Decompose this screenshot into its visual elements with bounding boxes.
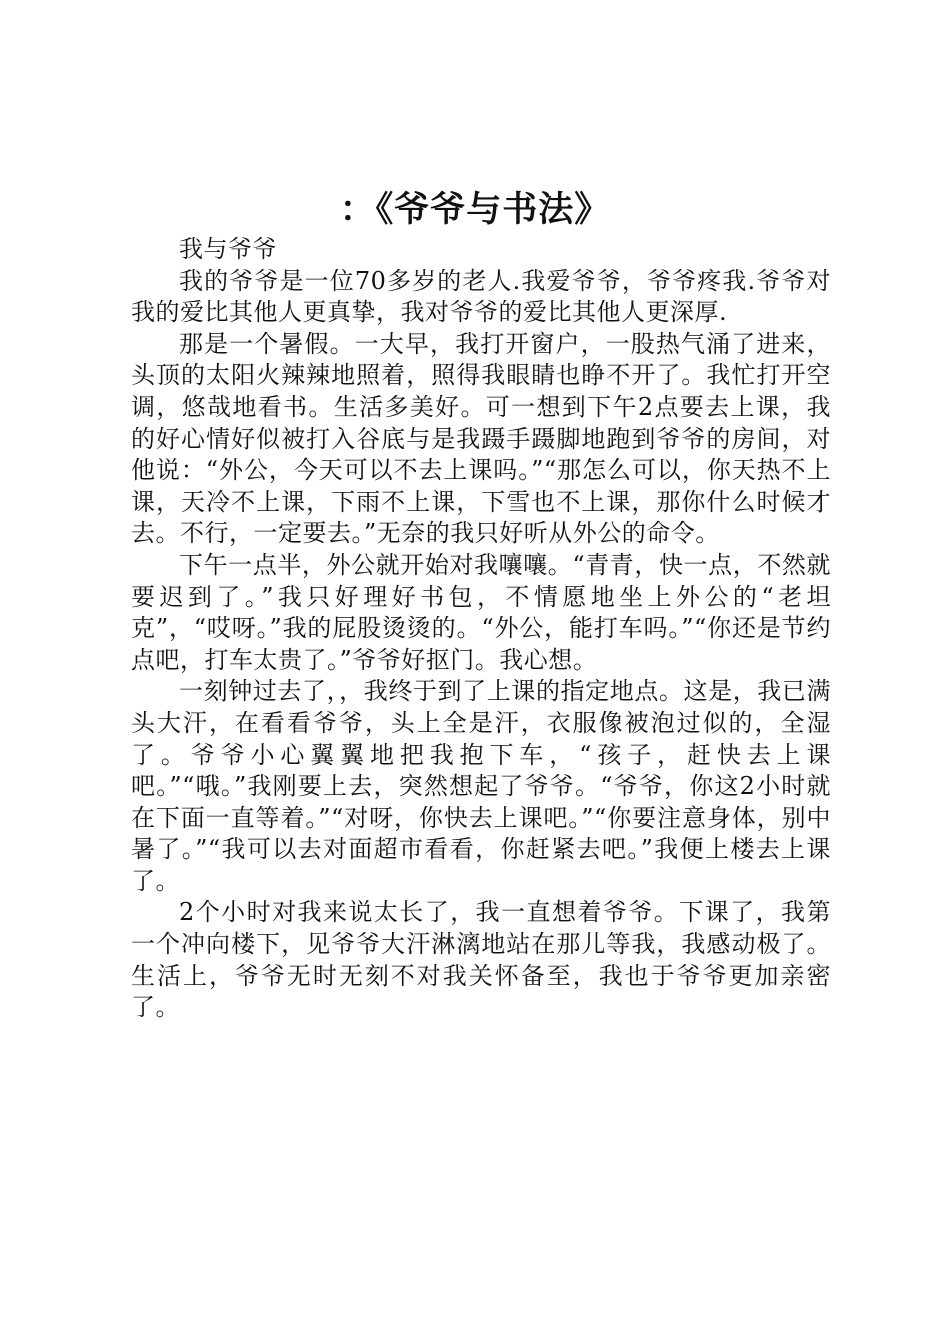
paragraph: 那是一个暑假。一大早，我打开窗户，一股热气涌了进来，头顶的太阳火辣辣地照着，照得我眼睛也睁不开了。我忙打开空调，悠哉地看书。生活多美好。可一想到下午2点要去上课，我的好心情好似被打入谷底与是我蹑手蹑脚地跑到爷爷的房间，对他说：“外公，今天可以不去上课吗。”“那怎么可以，你天热不上课，天冷不上课，下雨不上课，下雪也不上课，那你什么时候才去。不行，一定要去。”无奈的我只好听从外公的命令。: [131, 329, 831, 548]
paragraph: 2个小时对我来说太长了，我一直想着爷爷。下课了，我第一个冲向楼下，见爷爷大汗淋漓地站在那儿等我，我感动极了。生活上，爷爷无时无刻不对我关怀备至，我也于爷爷更加亲密了。: [131, 898, 831, 1022]
paragraph: 一刻钟过去了，，我终于到了上课的指定地点。这是，我已满头大汗，在看看爷爷，头上全是汗，衣服像被泡过似的，全湿了。爷爷小心翼翼地把我抱下车，“孩子，赶快去上课吧。”“哦。”我刚要上去，突然想起了爷爷。“爷爷，你这2小时就在下面一直等着。”“对呀，你快去上课吧。”“你要注意身体，别中暑了。”“我可以去对面超市看看，你赶紧去吧。”我便上楼去上课了。: [131, 677, 831, 895]
paragraph: 下午一点半，外公就开始对我嚷嚷。“青青，快一点，不然就要迟到了。”我只好理好书包，不情愿地坐上外公的“老坦克”，“哎呀。”我的屁股烫烫的。“外公，能打车吗。”“你还是节约点吧，打车太贵了。”爷爷好抠门。我心想。: [131, 550, 831, 674]
paragraph: 我的爷爷是一位70多岁的老人.我爱爷爷，爷爷疼我.爷爷对我的爱比其他人更真挚，我对爷爷的爱比其他人更深厚.: [131, 266, 831, 327]
document-body: [131, 234, 831, 1024]
paragraph-heading: 我与爷爷: [179, 235, 277, 263]
document-title: ：《爷爷与书法》: [339, 189, 611, 230]
